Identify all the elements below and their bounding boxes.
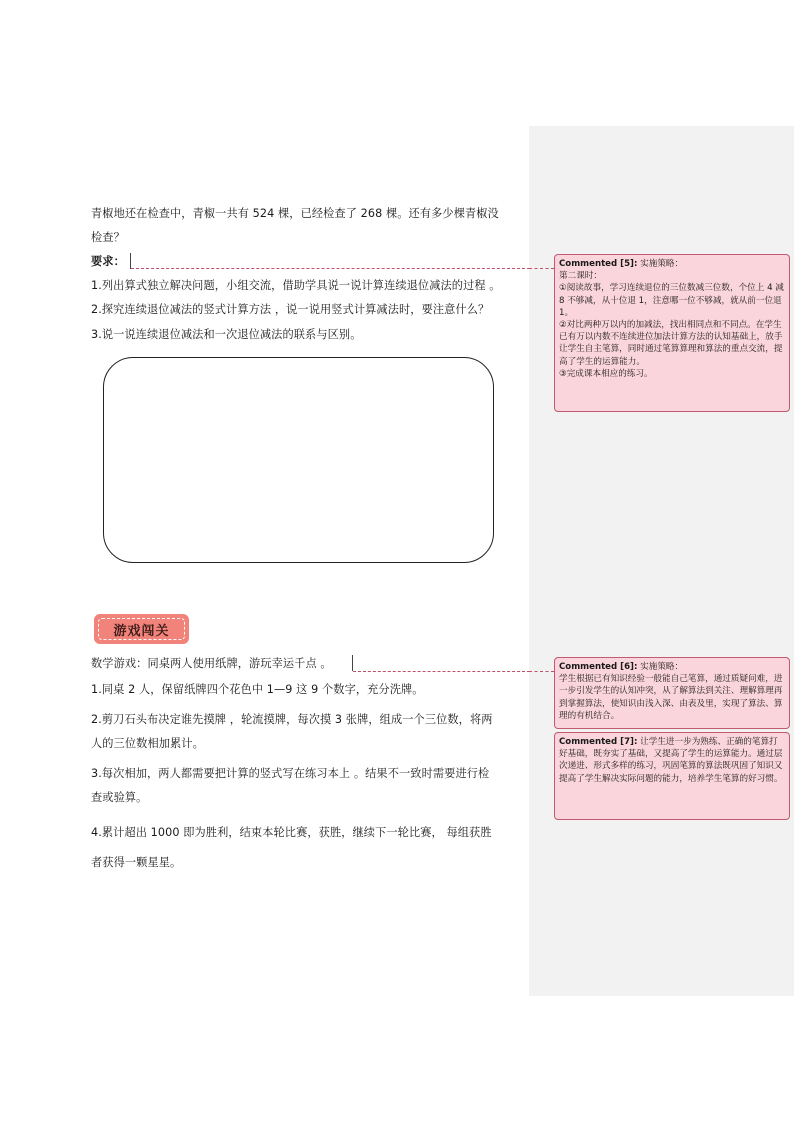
comment-6-head: Commented [6]: <box>559 662 638 672</box>
game-rule-2a: 2.剪刀石头布决定谁先摸牌 ，轮流摸牌，每次摸 3 张牌，组成一个三位数，将两 <box>91 713 493 726</box>
game-rule-3b: 查或验算。 <box>91 791 148 804</box>
comment-5-line-4: ③完成课本相应的练习。 <box>559 368 653 379</box>
comment-6-line-1: 学生根据已有知识经验一般能自己笔算，通过质疑问难，进一步引发学生的认知冲突，从了解算法到关注、理解算理再到掌握算法，使知识由浅入深、由表及里，实现了算法、算理的有机结合。 <box>559 674 783 721</box>
requirement-item-1: 1.列出算式独立解决问题，小组交流，借助学具说一说计算连续退位减法的过程 。 <box>91 279 501 292</box>
game-rule-2b: 人的三位数相加累计。 <box>91 737 204 750</box>
requirement-item-3: 3.说一说连续退位减法和一次退位减法的联系与区别。 <box>91 328 362 341</box>
requirement-item-2: 2.探究连续退位减法的竖式计算方法 ，说一说用竖式计算减法时，要注意什么？ <box>91 303 490 316</box>
comment-7-body: 让学生进一步为熟练、正确的笔算打好基础，既夯实了基础，又提高了学生的运算能力。通过层次递进、形式多样的练习，巩固笔算的算法既巩固了知识又提高了学生解决实际问题的能力，培养学生笔算的好习惯。 <box>559 737 783 784</box>
comment-connector-6 <box>353 671 530 672</box>
game-badge-label: 游戏闯关 <box>98 618 185 640</box>
problem-line-2: 检查？ <box>91 231 125 244</box>
requirements-label: 要求： <box>91 255 125 268</box>
comment-5[interactable] <box>554 254 790 412</box>
game-rule-3a: 3.每次相加，两人都需要把计算的竖式写在练习本上 。结果不一致时需要进行检 <box>91 767 490 780</box>
comment-5-line-3: ②对比两种万以内的加减法，找出相同点和不同点。在学生已有万以内数不连续进位加法计算方法的认知基础上，放手让学生自主笔算，同时通过笔算算理和算法的重点交流，提高了学生的运算能力。 <box>559 320 783 367</box>
problem-line-1: 青椒地还在检查中，青椒一共有 524 棵，已经检查了 268 棵。还有多少棵青椒没 <box>91 207 499 220</box>
answer-box[interactable] <box>103 357 494 563</box>
comment-5-line-1: 第二课时： <box>559 271 602 282</box>
game-badge <box>94 614 189 644</box>
comment-anchor-5[interactable] <box>130 253 131 269</box>
comment-5-head: Commented [5]: <box>559 259 638 269</box>
comment-6-title: 实施策略： <box>637 662 684 672</box>
comment-7[interactable] <box>554 732 790 820</box>
comment-6[interactable] <box>554 657 790 729</box>
game-rule-4b: 者获得一颗星星。 <box>91 856 182 869</box>
comment-connector-5b <box>529 268 554 269</box>
comment-5-title: 实施策略： <box>637 259 684 269</box>
comment-5-line-2: ①阅读故事，学习连续退位的三位数减三位数，个位上 4 减 8 不够减，从十位退 1，注意哪一位不够减，就从前一位退 1。 <box>559 283 784 318</box>
game-rule-4a: 4.累计超出 1000 即为胜利，结束本轮比赛，获胜，继续下一轮比赛， 每组获胜 <box>91 826 492 839</box>
comment-connector-6b <box>529 671 554 672</box>
comment-anchor-6[interactable] <box>352 655 353 671</box>
game-rule-1: 1.同桌 2 人，保留纸牌四个花色中 1—9 这 9 个数字，充分洗牌。 <box>91 683 424 696</box>
comment-connector-5 <box>131 268 530 269</box>
game-intro: 数学游戏：同桌两人使用纸牌，游玩幸运千点 。 <box>91 657 332 670</box>
comment-7-head: Commented [7]: <box>559 737 638 747</box>
